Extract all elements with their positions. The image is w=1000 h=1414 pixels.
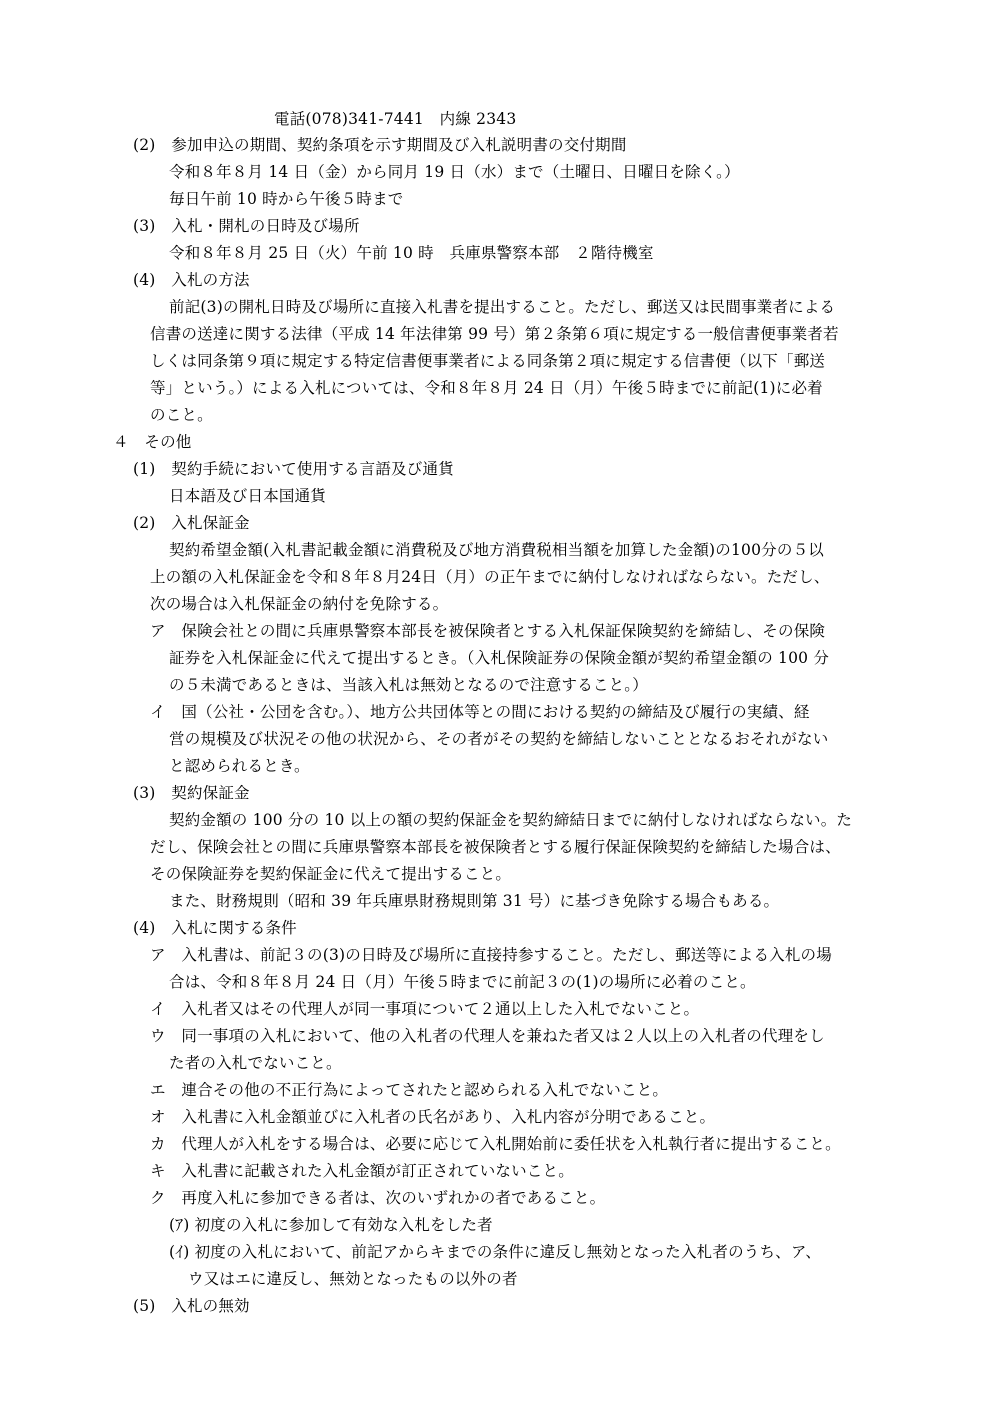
text-line: 令和８年８月 14 日（金）から同月 19 日（水）まで（土曜日、日曜日を除く。） [169,163,740,181]
section-heading: ４ その他 [113,433,192,451]
paragraph-line: 契約希望金額(入札書記載金額に消費税及び地方消費税相当額を加算した金額)の100分の５以 [169,541,824,559]
list-item: エ 連合その他の不正行為によってされたと認められる入札でないこと。 [150,1081,669,1099]
paragraph-line: その保険証券を契約保証金に代えて提出すること。 [150,865,512,883]
list-item: ク 再度入札に参加できる者は、次のいずれかの者であること。 [150,1189,606,1207]
paragraph-line: 等」という。）による入札については、令和８年８月 24 日（月）午後５時までに前記(1)に必着 [150,379,823,397]
list-item-continuation: と認められるとき。 [169,757,310,775]
text-line: 令和８年８月 25 日（火）午前 10 時 兵庫県警察本部 ２階待機室 [169,244,654,262]
text-line: 毎日午前 10 時から午後５時まで [169,190,404,208]
paragraph-line: しくは同条第９項に規定する特定信書便事業者による同条第２項に規定する信書便（以下「郵送 [150,352,826,370]
subsection-heading: (2) 入札保証金 [133,514,250,532]
paragraph-line: また、財務規則（昭和 39 年兵庫県財務規則第 31 号）に基づき免除する場合もある。 [169,892,780,910]
list-item: オ 入札書に入札金額並びに入札者の氏名があり、入札内容が分明であること。 [150,1108,716,1126]
text-line: 電話(078)341-7441 内線 2343 [274,110,517,128]
subsection-heading: (3) 入札・開札の日時及び場所 [133,217,360,235]
paragraph-line: 上の額の入札保証金を令和８年８月24日（月）の正午までに納付しなければならない。ただし、 [150,568,830,586]
list-item-continuation: 合は、令和８年８月 24 日（月）午後５時までに前記３の(1)の場所に必着のこと。 [169,973,756,991]
paragraph-line: 次の場合は入札保証金の納付を免除する。 [150,595,449,613]
paragraph-line: 信書の送達に関する法律（平成 14 年法律第 99 号）第２条第６項に規定する一般信書便事業者若 [150,325,839,343]
sub-list-item: (ｱ) 初度の入札に参加して有効な入札をした者 [169,1216,493,1234]
paragraph-line: 契約金額の 100 分の 10 以上の額の契約保証金を契約締結日までに納付しなければならない。た [169,811,853,829]
text-line: 日本語及び日本国通貨 [169,487,327,505]
list-item: キ 入札書に記載された入札金額が訂正されていないこと。 [150,1162,574,1180]
list-item: ア 保険会社との間に兵庫県警察本部長を被保険者とする入札保証保険契約を締結し、その保険 [150,622,826,640]
subsection-heading: (4) 入札の方法 [133,271,250,289]
list-item-continuation: の５未満であるときは、当該入札は無効となるので注意すること。） [169,676,648,694]
subsection-heading: (2) 参加申込の期間、契約条項を示す期間及び入札説明書の交付期間 [133,136,627,154]
subsection-heading: (4) 入札に関する条件 [133,919,297,937]
paragraph-line: 前記(3)の開札日時及び場所に直接入札書を提出すること。ただし、郵送又は民間事業者による [169,298,836,316]
list-item-continuation: 証券を入札保証金に代えて提出するとき。（入札保険証券の保険金額が契約希望金額の 100 分 [169,649,830,667]
sub-list-item: (ｲ) 初度の入札において、前記アからキまでの条件に違反し無効となった入札者のうち、ア、 [169,1243,822,1261]
list-item: カ 代理人が入札をする場合は、必要に応じて入札開始前に委任状を入札執行者に提出すること。 [150,1135,841,1153]
subsection-heading: (5) 入札の無効 [133,1297,250,1315]
list-item: ウ 同一事項の入札において、他の入札者の代理人を兼ねた者又は２人以上の入札者の代理をし [150,1027,825,1045]
subsection-heading: (1) 契約手続において使用する言語及び通貨 [133,460,454,478]
list-item: ア 入札書は、前記３の(3)の日時及び場所に直接持参すること。ただし、郵送等による入札の場 [150,946,832,964]
sub-list-item-continuation: ウ又はエに違反し、無効となったもの以外の者 [188,1270,518,1288]
list-item-continuation: た者の入札でないこと。 [169,1054,342,1072]
paragraph-line: だし、保険会社との間に兵庫県警察本部長を被保険者とする履行保証保険契約を締結した場合は、 [150,838,841,856]
subsection-heading: (3) 契約保証金 [133,784,250,802]
list-item: イ 国（公社・公団を含む。）、地方公共団体等との間における契約の締結及び履行の実績、経 [150,703,810,721]
paragraph-line: のこと。 [150,406,213,424]
list-item: イ 入札者又はその代理人が同一事項について２通以上した入札でないこと。 [150,1000,700,1018]
list-item-continuation: 営の規模及び状況その他の状況から、その者がその契約を締結しないこととなるおそれがない [169,730,829,748]
